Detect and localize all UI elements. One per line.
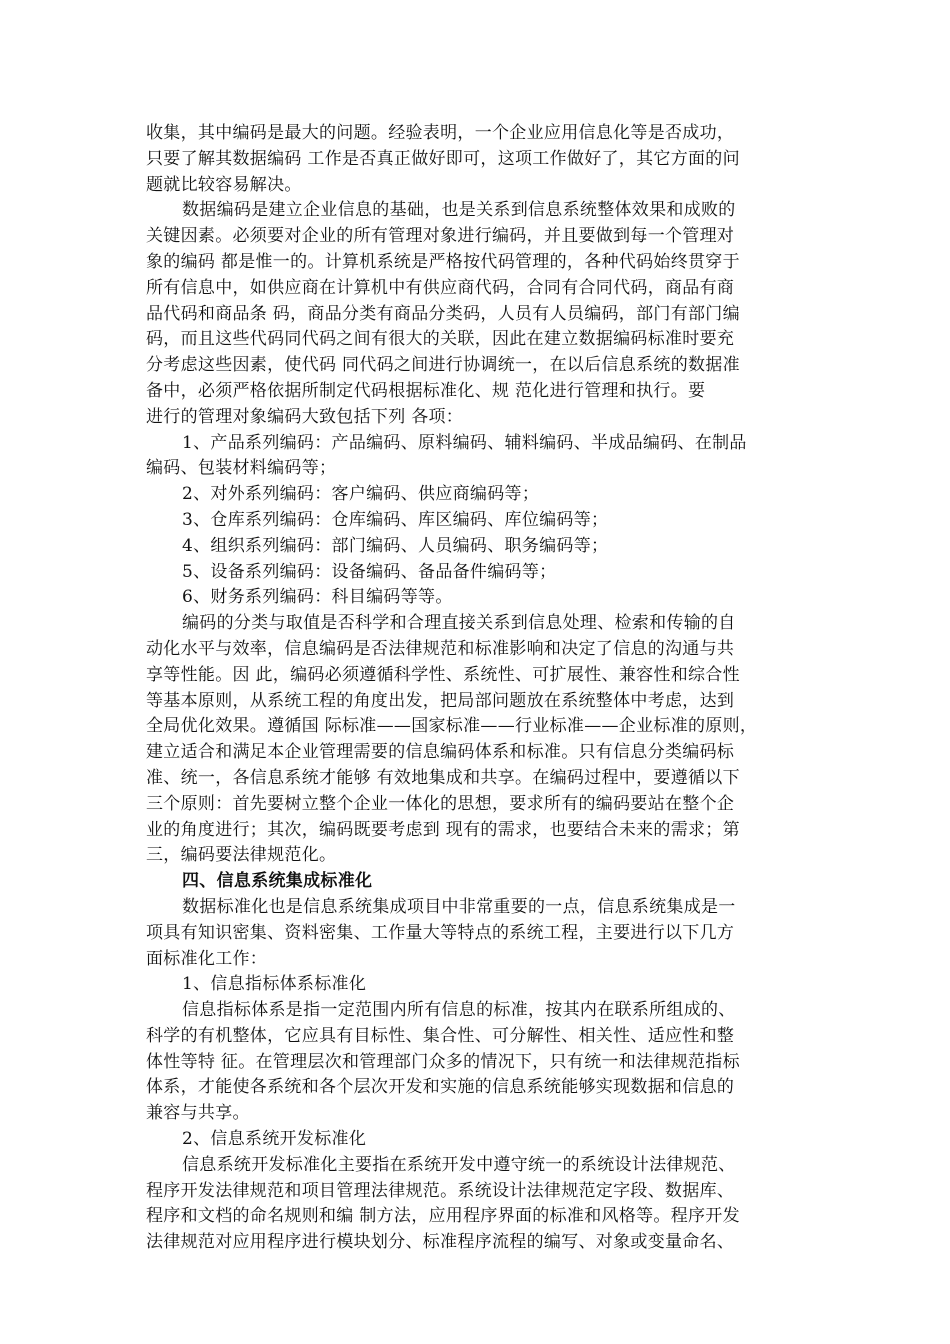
text-line: 体系，才能使各系统和各个层次开发和实施的信息系统能够实现数据和信息的 [146,1077,735,1098]
text-line: 5、设备系列编码：设备编码、备品备件编码等； [182,561,557,582]
text-line: 动化水平与效率，信息编码是否法律规范和标准影响和决定了信息的沟通与共 [146,638,735,659]
text-line: 体性等特 征。在管理层次和管理部门众多的情况下，只有统一和法律规范指标 [146,1051,740,1072]
text-line: 分考虑这些因素，使代码 同代码之间进行协调统一，在以后信息系统的数据准 [146,355,740,376]
text-line: 关键因素。必须要对企业的所有管理对象进行编码，并且要做到每一个管理对 [146,226,735,247]
text-line: 4、组织系列编码：部门编码、人员编码、职务编码等； [182,535,609,556]
text-line: 所有信息中，如供应商在计算机中有供应商代码，合同有合同代码，商品有商 [146,277,735,298]
text-line: 只要了解其数据编码 工作是否真正做好即可，这项工作做好了，其它方面的问 [146,148,740,169]
text-line: 编码、包装材料编码等； [146,458,337,479]
text-line: 兼容与共享。 [146,1103,250,1124]
text-line: 项具有知识密集、资料密集、工作量大等特点的系统工程，主要进行以下几方 [146,922,735,943]
text-line: 准、统一，各信息系统才能够 有效地集成和共享。在编码过程中，要遵循以下 [146,767,740,788]
text-line: 享等性能。因 此，编码必须遵循科学性、系统性、可扩展性、兼容性和综合性 [146,664,740,685]
text-line: 进行的管理对象编码大致包括下列 各项： [146,406,464,427]
text-line: 码，而且这些代码同代码之间有很大的关联，因此在建立数据编码标准时要充 [146,329,735,350]
text-line: 收集，其中编码是最大的问题。经验表明，一个企业应用信息化等是否成功， [146,123,735,143]
text-line: 数据编码是建立企业信息的基础，也是关系到信息系统整体效果和成败的 [182,200,736,221]
text-line: 科学的有机整体，它应具有目标性、集合性、可分解性、相关性、适应性和整 [146,1025,735,1046]
text-line: 三，编码要法律规范化。 [146,845,337,866]
text-line: 题就比较容易解决。 [146,174,302,195]
section-heading: 四、信息系统集成标准化 [182,871,373,892]
text-line: 信息指标体系是指一定范围内所有信息的标准，按其内在联系所组成的、 [182,1000,736,1021]
text-line: 2、信息系统开发标准化 [182,1129,367,1150]
text-line: 建立适合和满足本企业管理需要的信息编码体系和标准。只有信息分类编码标 [146,742,735,763]
text-line: 等基本原则，从系统工程的角度出发，把局部问题放在系统整体中考虑，达到 [146,690,735,711]
text-line: 业的角度进行；其次，编码既要考虑到 现有的需求，也要结合未来的需求；第 [146,819,740,840]
text-line: 6、财务系列编码：科目编码等等。 [182,587,453,608]
text-line: 2、对外系列编码：客户编码、供应商编码等； [182,484,540,505]
text-line: 象的编码 都是惟一的。计算机系统是严格按代码管理的，各种代码始终贯穿于 [146,251,740,272]
text-line: 法律规范对应用程序进行模块划分、标准程序流程的编写、对象或变量命名、 [146,1232,735,1253]
text-line: 品代码和商品条 码，商品分类有商品分类码，人员有人员编码，部门有部门编 [146,303,740,324]
text-line: 1、产品系列编码：产品编码、原料编码、辅料编码、半成品编码、在制品 [182,432,747,453]
text-line: 程序和文档的命名规则和编 制方法，应用程序界面的标准和风格等。程序开发 [146,1206,740,1227]
text-line: 全局优化效果。遵循国 际标准——国家标准——行业标准——企业标准的原则， [146,716,758,737]
text-line: 编码的分类与取值是否科学和合理直接关系到信息处理、检索和传输的自 [182,613,736,634]
text-line: 3、仓库系列编码：仓库编码、库区编码、库位编码等； [182,509,609,530]
text-line: 三个原则：首先要树立整个企业一体化的思想，要求所有的编码要站在整个企 [146,793,735,814]
text-line: 备中，必须严格依据所制定代码根据标准化、规 范化进行管理和执行。要 [146,380,706,401]
text-line: 1、信息指标体系标准化 [182,974,367,995]
text-line: 信息系统开发标准化主要指在系统开发中遵守统一的系统设计法律规范、 [182,1154,736,1175]
text-line: 程序开发法律规范和项目管理法律规范。系统设计法律规范定字段、数据库、 [146,1180,735,1201]
text-line: 数据标准化也是信息系统集成项目中非常重要的一点，信息系统集成是一 [182,896,736,917]
document-body [146,121,810,1256]
text-line: 面标准化工作： [146,948,268,969]
